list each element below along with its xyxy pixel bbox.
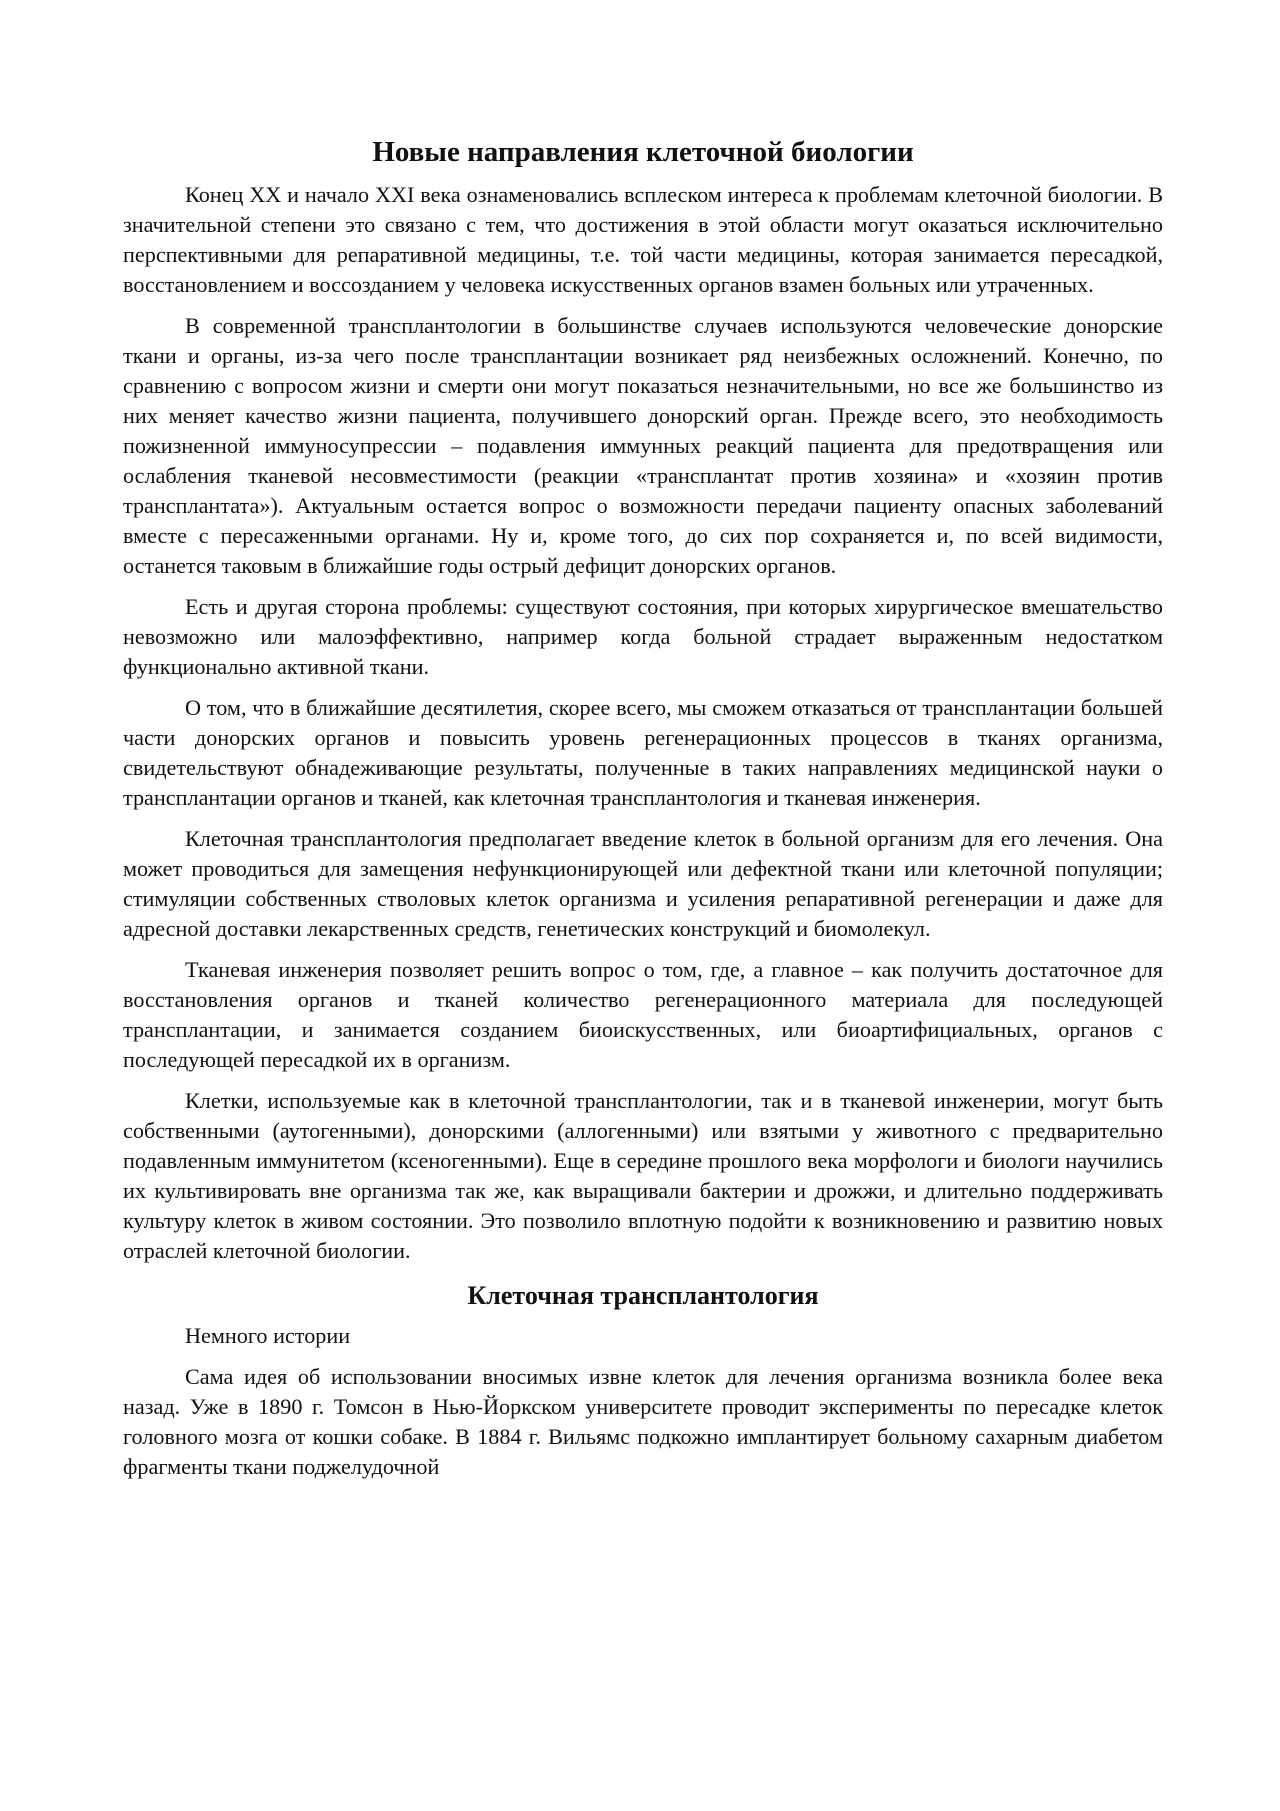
paragraph-5: Клеточная трансплантология предполагает введение клеток в больной организм для его лечения. Она может проводиться для замещения нефункционирующей или дефектной ткани или клеточной популяции; стимуляции собственных стволовых клеток организма и усиления репаративной регенерации и даже для адресной доставки лекарственных средств, генетических конструкций и биомолекул. xyxy=(123,826,1163,941)
paragraph-2: В современной трансплантологии в большинстве случаев используются человеческие донорские ткани и органы, из-за чего после трансплантации возникает ряд неизбежных осложнений. Конечно, по сравнению с вопросом жизни и смерти они могут показаться незначительными, но все же большинство из них меняет качество жизни пациента, получившего донорский орган. Прежде всего, это необходимость пожизненной иммуносупрессии – подавления иммунных реакций пациента для предотвращения или ослабления тканевой несовместимости (реакции «трансплантат против хозяина» и «хозяин против трансплантата»). Актуальным остается вопрос о возможности передачи пациенту опасных заболеваний вместе с пересаженными органами. Ну и, кроме того, до сих пор сохраняется и, по всей видимости, останется таковым в ближайшие годы острый дефицит донорских органов. xyxy=(123,313,1163,578)
section-intro: Немного истории xyxy=(185,1323,351,1348)
document-page xyxy=(123,132,1163,1482)
paragraph-7: Клетки, используемые как в клеточной трансплантологии, так и в тканевой инженерии, могут быть собственными (аутогенными), донорскими (аллогенными) или взятыми у животного с предварительно подавленным иммунитетом (ксеногенными). Еще в середине прошлого века морфологи и биологи научились их культивировать вне организма так же, как выращивали бактерии и дрожжи, и длительно поддерживать культуру клеток в живом состоянии. Это позволило вплотную подойти к возникновению и развитию новых отраслей клеточной биологии. xyxy=(123,1088,1163,1263)
document-title: Новые направления клеточной биологии xyxy=(372,136,914,168)
paragraph-3: Есть и другая сторона проблемы: существуют состояния, при которых хирургическое вмешательство невозможно или малоэффективно, например когда больной страдает выраженным недостатком функционально активной ткани. xyxy=(123,594,1163,679)
paragraph-4: О том, что в ближайшие десятилетия, скорее всего, мы сможем отказаться от трансплантации большей части донорских органов и повысить уровень регенерационных процессов в тканях организма, свидетельствуют обнадеживающие результаты, полученные в таких направлениях медицинской науки о трансплантации органов и тканей, как клеточная трансплантология и тканевая инженерия. xyxy=(123,695,1163,810)
section-paragraph: Сама идея об использовании вносимых извне клеток для лечения организма возникла более века назад. Уже в 1890 г. Томсон в Нью-Йоркском университете проводит эксперименты по пересадке клеток головного мозга от кошки собаке. В 1884 г. Вильямс подкожно имплантирует больному сахарным диабетом фрагменты ткани поджелудочной xyxy=(123,1364,1163,1479)
section-title: Клеточная трансплантология xyxy=(467,1281,819,1310)
paragraph-6: Тканевая инженерия позволяет решить вопрос о том, где, а главное – как получить достаточное для восстановления органов и тканей количество регенерационного материала для последующей трансплантации, и занимается созданием биоискусственных, или биоартифициальных, органов с последующей пересадкой их в организм. xyxy=(123,957,1163,1072)
paragraph-1: Конец XX и начало XXI века ознаменовались всплеском интереса к проблемам клеточной биологии. В значительной степени это связано с тем, что достижения в этой области могут оказаться исключительно перспективными для репаративной медицины, т.е. той части медицины, которая занимается пересадкой, восстановлением и воссозданием у человека искусственных органов взамен больных или утраченных. xyxy=(123,182,1163,297)
